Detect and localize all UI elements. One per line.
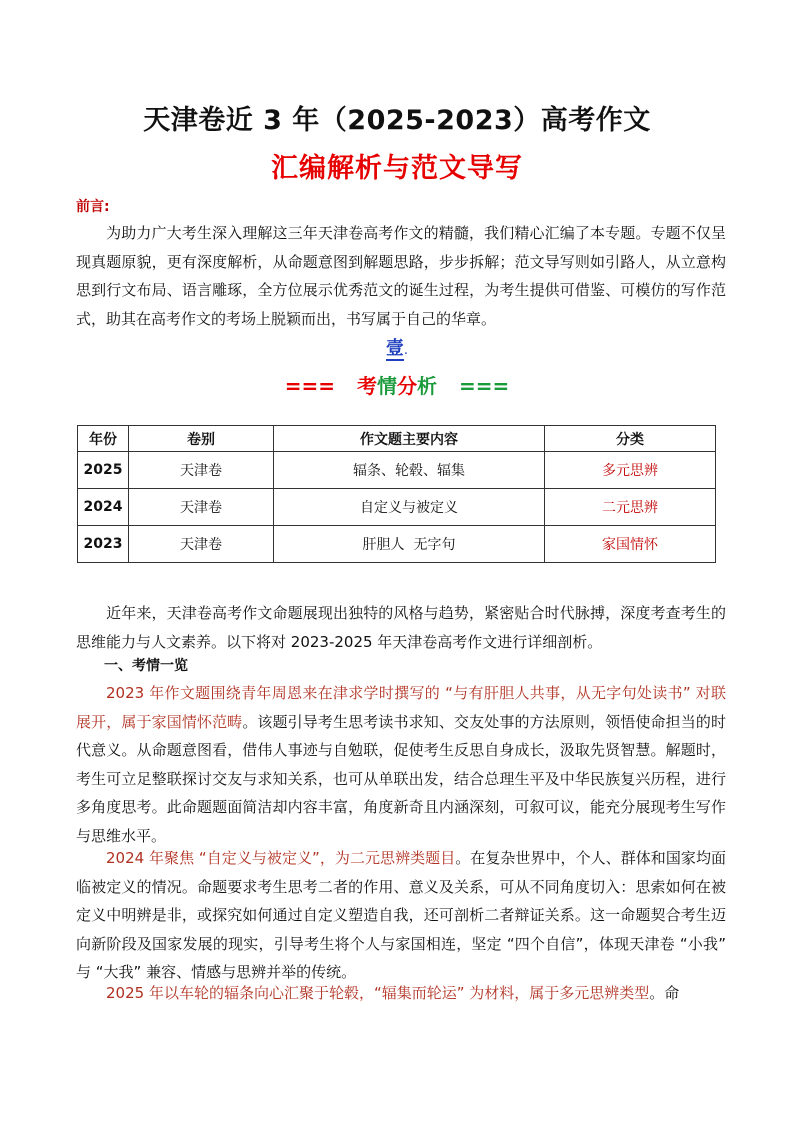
heading-eq-right: ===: [458, 374, 510, 398]
heading-char-3: 分: [397, 374, 417, 398]
header-category: 分类: [545, 426, 716, 452]
cell-year: 2024: [78, 489, 129, 526]
document-subtitle: 汇编解析与范文导写: [271, 153, 523, 184]
section-number-dot: .: [403, 343, 409, 358]
highlight-2024: 2024 年聚焦 “自定义与被定义”，为二元思辨类题目: [106, 849, 456, 867]
cell-paper: 天津卷: [129, 489, 274, 526]
heading-char-2: 情: [377, 374, 397, 398]
cell-paper: 天津卷: [129, 452, 274, 489]
table-row: [78, 526, 716, 563]
exam-info-table: [77, 425, 716, 563]
section-number-text: 壹: [385, 338, 404, 359]
paragraph-2024: [76, 844, 726, 987]
paragraph-2023: [76, 679, 726, 850]
paragraph-2025: [76, 979, 726, 1008]
cell-category: 二元思辨: [545, 489, 716, 526]
subheading-overview: 一、考情一览: [104, 658, 188, 674]
header-year: 年份: [78, 426, 129, 452]
cell-year: 2025: [78, 452, 129, 489]
header-content: 作文题主要内容: [274, 426, 545, 452]
cell-content: 辐条、轮毂、辐集: [274, 452, 545, 489]
cell-category: 多元思辨: [545, 452, 716, 489]
table-row: [78, 452, 716, 489]
intro-paragraph: [76, 599, 726, 656]
cell-content: 肝胆人 无字句: [274, 526, 545, 563]
preface-text: 为助力广大考生深入理解这三年天津卷高考作文的精髓，我们精心汇编了本专题。专题不仅呈现真题原貌，更有深度解析，从命题意图到解题思路，步步拆解；范文导写则如引路人，从立意构思到行文布局、语言雕琢，全方位展示优秀范文的诞生过程，为考生提供可借鉴、可模仿的写作范式，助其在高考作文的考场上脱颖而出，书写属于自己的华章。: [76, 224, 726, 328]
text-2025: 。命: [649, 984, 680, 1002]
cell-paper: 天津卷: [129, 526, 274, 563]
cell-category: 家国情怀: [545, 526, 716, 563]
header-paper: 卷别: [129, 426, 274, 452]
intro-text: 近年来，天津卷高考作文命题展现出独特的风格与趋势，紧密贴合时代脉搏，深度考查考生的思维能力与人文素养。以下将对 2023-2025 年天津卷高考作文进行详细剖析。: [76, 604, 726, 651]
highlight-2023: 2023 年作文题围绕青年周恩来在津求学时撰写的 “与有肝胆人共事，从无字句处读书” 对联展开，属于家国情怀范畴: [76, 684, 726, 731]
section-heading: [0, 370, 794, 399]
section-number: [0, 334, 794, 360]
preface-label: 前言:: [76, 199, 110, 215]
table-row: [78, 489, 716, 526]
text-2023: 。该题引导考生思考读书求知、交友处事的方法原则，领悟使命担当的时代意义。从命题意图看，借伟人事迹与自勉联，促使考生反思自身成长，汲取先贤智慧。解题时，考生可立足整联探讨交友与求知关系，也可从单联出发，结合总理生平及中华民族复兴历程，进行多角度思考。此命题题面简洁却内容丰富，角度新奇且内涵深刻，可叙可议，能充分展现考生写作与思维水平。: [76, 712, 726, 845]
cell-year: 2023: [78, 526, 129, 563]
table-header-row: [78, 426, 716, 452]
document-title: 天津卷近 3 年（2025-2023）高考作文: [143, 105, 651, 136]
heading-char-4: 析: [417, 374, 437, 398]
cell-content: 自定义与被定义: [274, 489, 545, 526]
highlight-2025: 2025 年以车轮的辐条向心汇聚于轮毂，“辐集而轮运” 为材料，属于多元思辨类型: [106, 984, 650, 1002]
preface-paragraph: [76, 219, 726, 333]
heading-eq-left: ===: [284, 374, 336, 398]
heading-char-1: 考: [357, 374, 377, 398]
text-2024: 。在复杂世界中，个人、群体和国家均面临被定义的情况。命题要求考生思考二者的作用、意义及关系，可从不同角度切入：思索如何在被定义中明辨是非，或探究如何通过自定义塑造自我，还可剖析二者辩证关系。这一命题契合考生迈向新阶段及国家发展的现实，引导考生将个人与家国相连，坚定 “四个自信”，体现天津卷 “小我” 与 “大我” 兼容、情感与思辨并举的传统。: [76, 849, 726, 981]
